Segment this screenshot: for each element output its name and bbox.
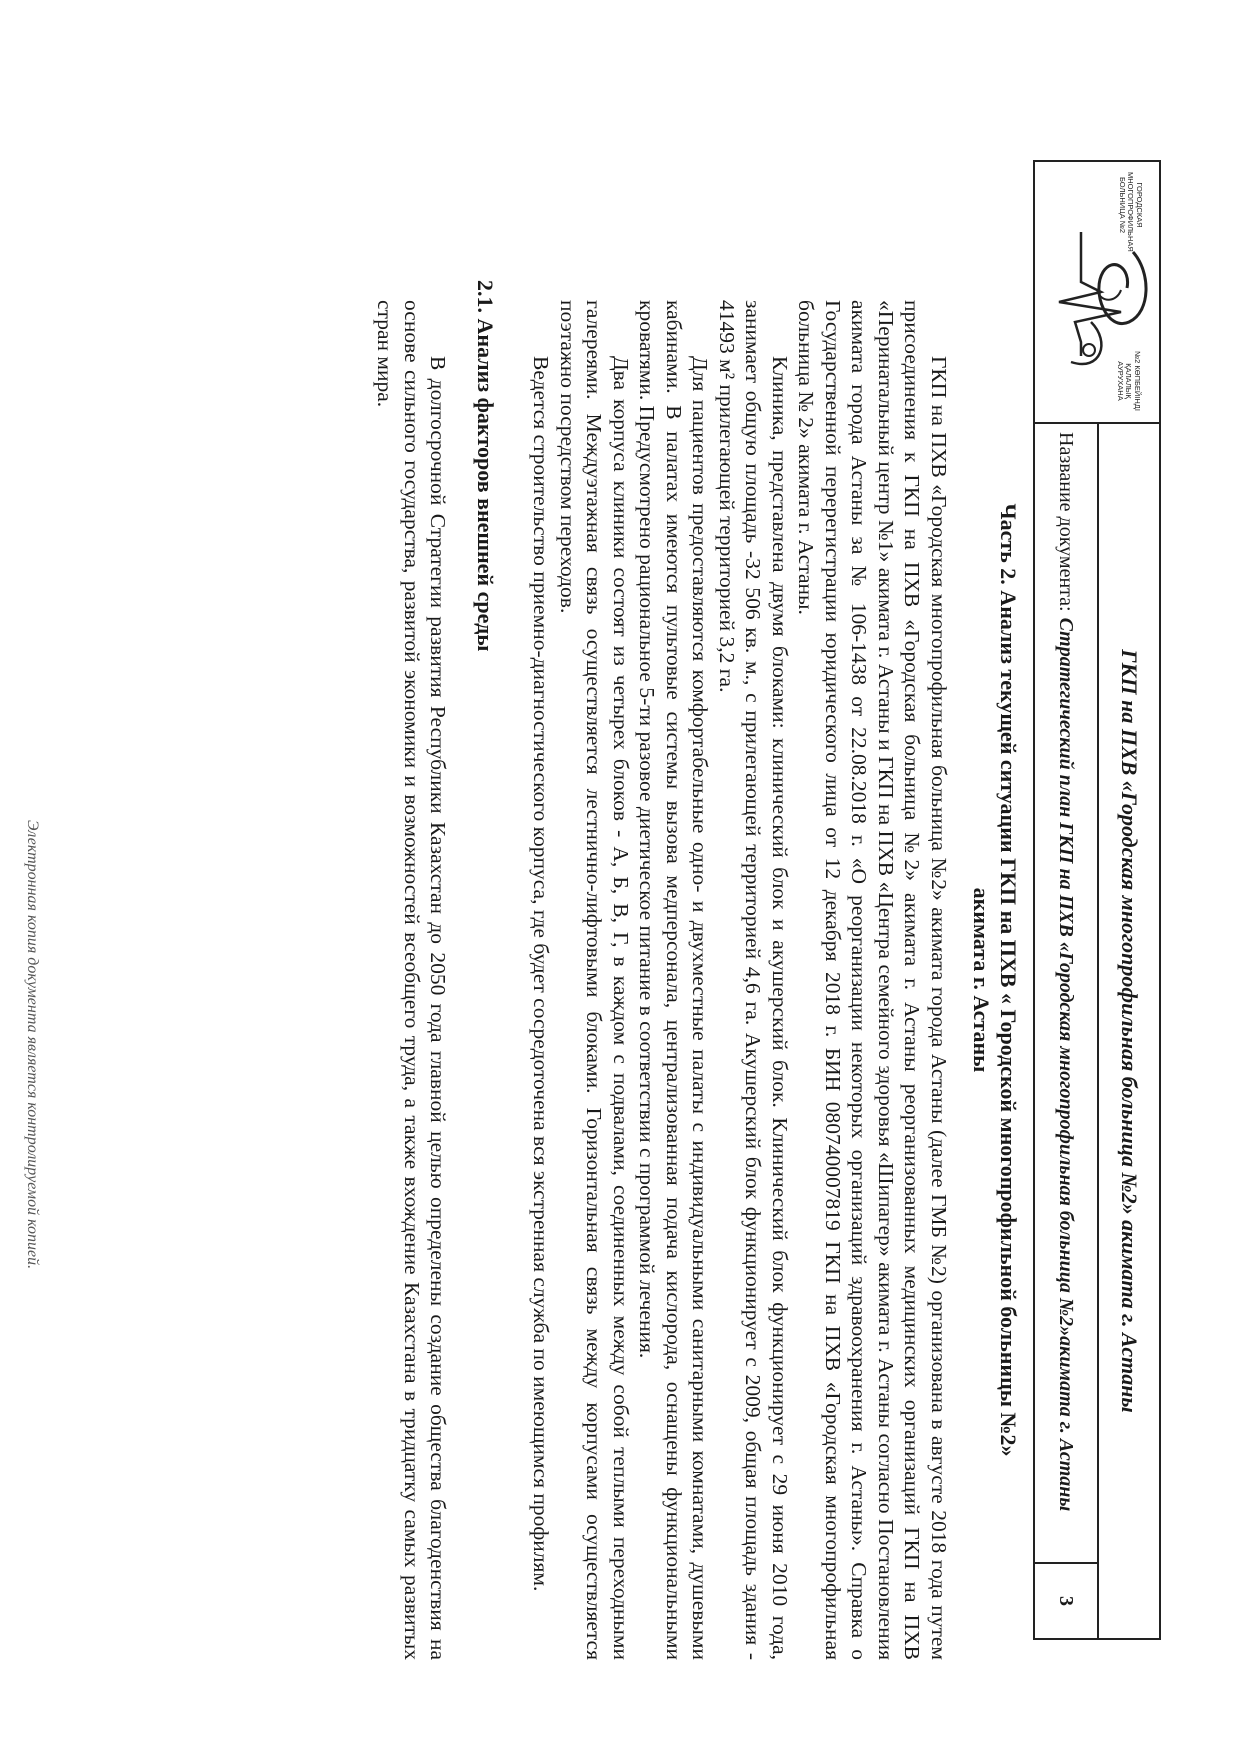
document-name-value: Стратегический план ГКП на ПХВ «Городская многопрофильная больница №2»акимата г. Астаны — [1055, 617, 1078, 1512]
logo-caption-ru: ГОРОДСКАЯ МНОГОПРОФИЛЬНАЯ БОЛЬНИЦА №2 — [1118, 172, 1144, 252]
section-title — [968, 300, 1021, 1660]
document-body — [372, 280, 1021, 1660]
subsection-title: 2.1. Анализ факторов внешней среды — [473, 280, 498, 652]
paragraph-5: Ведется строительство приемно-диагностического корпуса, где будет сосредоточена вся экстренная служба по имеющимся профилям. — [529, 356, 554, 1592]
organization-title: ГКП на ПХВ «Городская многопрофильная больница №2» акимата г. Астаны — [1097, 424, 1159, 1638]
page-number: 3 — [1035, 1562, 1097, 1638]
paragraph-3: Для пациентов предоставляются комфортабельные одно- и двухместные палаты с индивидуальными санитарными комнатами, душевыми кабинами. В палатах имеются пультовые системы вызова медперсонала, централизованная подача кислорода, оснащены функциональными кроватями. Предусмотрено рациональное 5-ти разовое диетическое питание в соответствии с программой лечения. — [635, 300, 713, 1660]
paragraph-2: Клиника, представлена двумя блоками: клинический блок и акушерский блок. Клинический блок функционирует с 29 июня 2010 года, занимает общую площадь -32 506 кв. м., с прилегающей территорией 4,6 га. Акушерский блок функционирует с 2009, общая площадь здания - 41493 м² прилегающей территорией 3,2 га. — [715, 300, 792, 1660]
paragraph-1: ГКП на ПХВ «Городская многопрофильная больница №2» акимата города Астаны (далее ГМБ №2) организована в августе 2018 года путем присоединения к ГКП на ПХВ «Городская больница №2» акимата г. Астаны реорганизованных медицинских организаций ГКП на ПХВ «Перинатальный центр №1» акимата г. Астаны и ГКП на ПХВ «Центра семейного здоровья «Шипагер» акимата г. Астаны согласно Постановления акимата города Астаны за № 106-1438 от 22.08.2018 г. «О реорганизации некоторых организаций здравоохранения г. Астаны». Справка о Государственной перерегистрации юридического лица от 12 декабря 2018 г. БИН 080740007819 ГКП на ПХВ «Городская многопрофильная больница № 2» акимата г. Астаны. — [794, 300, 951, 1660]
logo-caption-kz: №2 КӨПБЕЙІНДІ ҚАЛАЛЫҚ АУРУХАНА — [1116, 351, 1142, 411]
section-title-line-1: Часть 2. Анализ текущей ситуации ГКП на ПХВ « Городской многопрофильной больницы №2» — [996, 503, 1021, 1457]
section-title-line-2: акимата г. Астаны — [969, 887, 995, 1073]
document-header-table — [1033, 160, 1161, 1640]
footer-note: Электронная копия документа является контролируемой копией. — [24, 820, 41, 1270]
paragraph-4: Два корпуса клиники состоят из четырех блоков - А, Б, В, Г, в каждом с подвалами, соединенных между собой теплыми переходными галереями. Междуэтажная связь осуществляется лестнично-лифтовыми блоками. Горизонтальная связь между корпусами осуществляется поэтажно посредством переходов. — [556, 300, 633, 1660]
subsection-paragraph: В долгосрочной Стратегии развития Республики Казахстан до 2050 года главной целью определены создание общества благоденствия на основе сильного государства, развитой экономики и возможностей всеобщего труда, а также вхождение Казахстана в тридцатку самых развитых стран мира. — [373, 300, 451, 1660]
document-name-label: Название документа: — [1055, 432, 1078, 612]
logo-cell — [1033, 162, 1159, 424]
document-name-row — [1035, 424, 1097, 1638]
